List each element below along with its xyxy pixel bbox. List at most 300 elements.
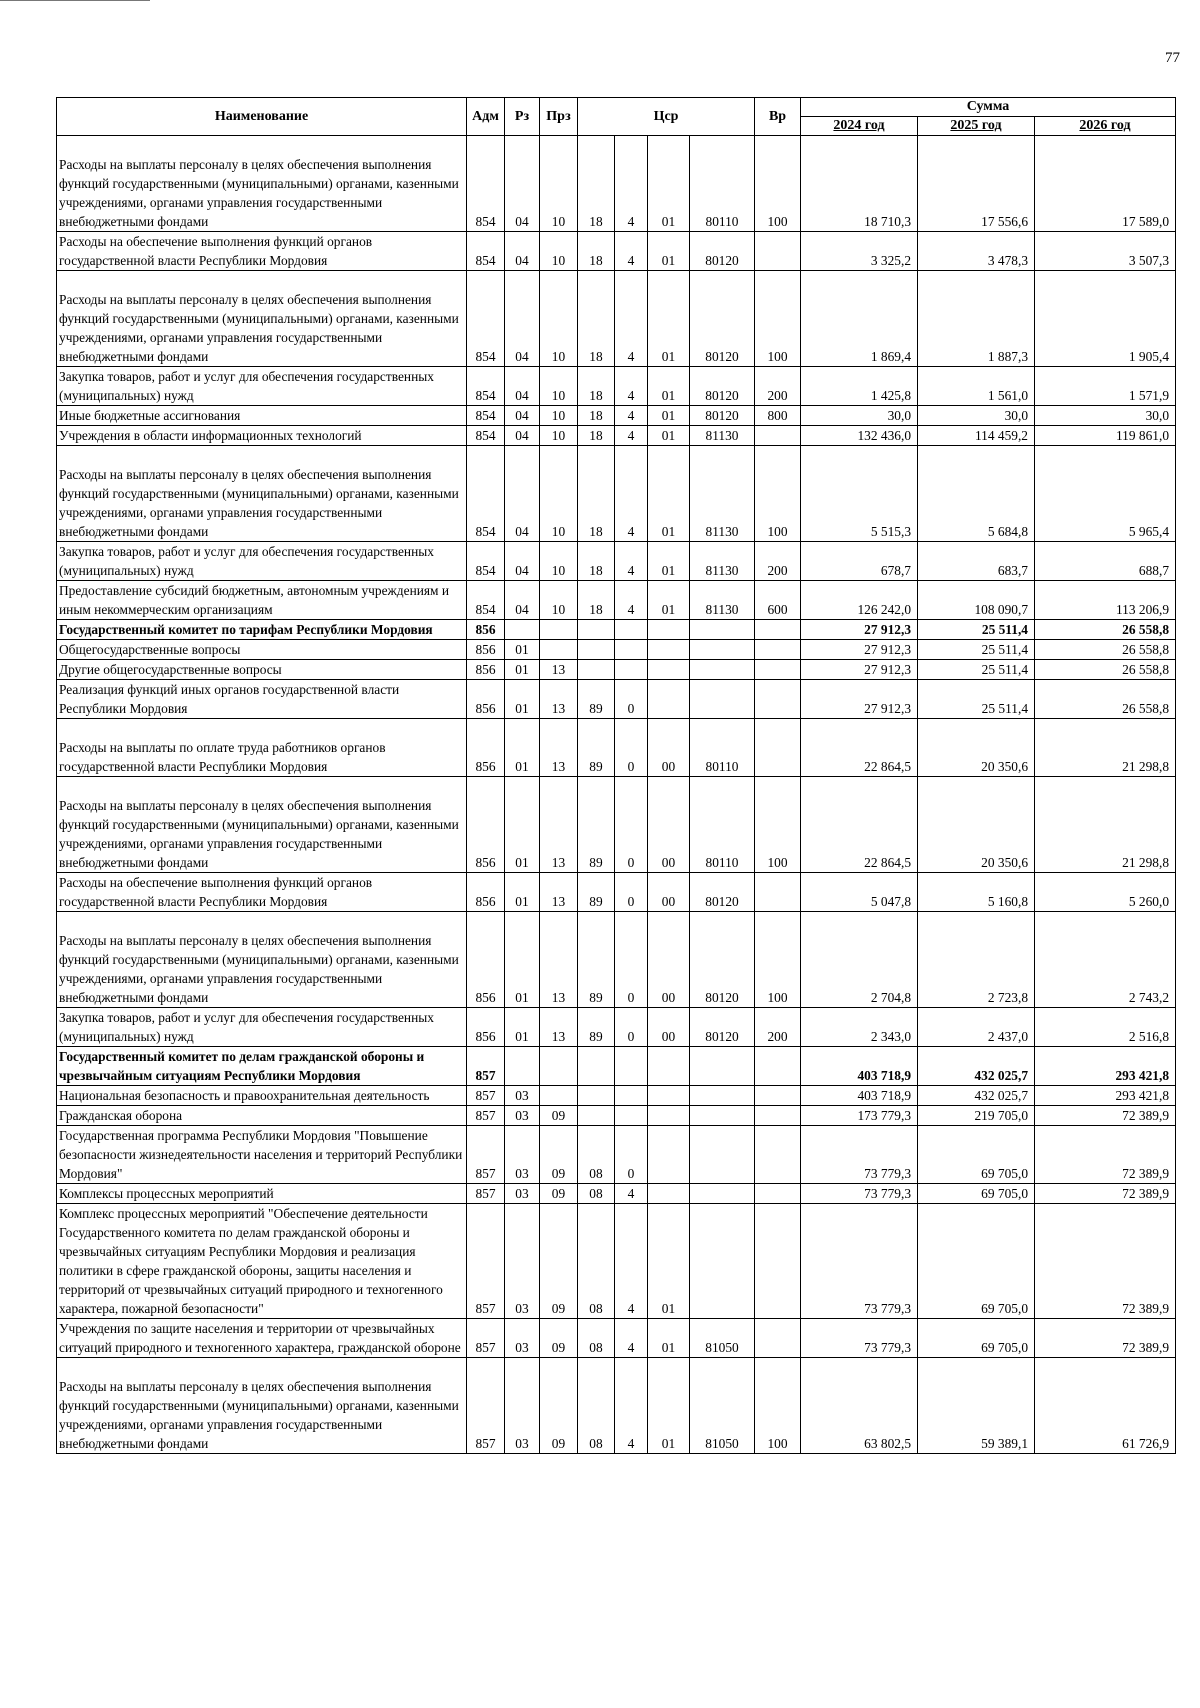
row-label: Расходы на выплаты персоналу в целях обеспечения выполнения функций государственными (муниципальными) органами, казенными учреждениями, органами управления государственными внебюджетными фондами xyxy=(59,1379,459,1451)
cell-sum-2025: 219 705,0 xyxy=(918,1106,1035,1126)
cell-prz: 10 xyxy=(540,426,578,446)
cell-prz: 09 xyxy=(540,1319,578,1358)
cell-csr-item xyxy=(648,1047,690,1086)
cell-prz: 13 xyxy=(540,912,578,1008)
cell-csr-direction xyxy=(690,660,755,680)
row-spacer xyxy=(59,777,463,796)
cell-sum-2024: 30,0 xyxy=(801,406,918,426)
cell-csr-direction xyxy=(690,1106,755,1126)
cell-adm: 854 xyxy=(467,542,505,581)
cell-rz: 01 xyxy=(505,912,540,1008)
cell-csr-type xyxy=(615,1106,648,1126)
cell-sum-2026: 26 558,8 xyxy=(1035,620,1176,640)
cell-rz: 03 xyxy=(505,1319,540,1358)
cell-sum-2026: 3 507,3 xyxy=(1035,232,1176,271)
cell-vr: 100 xyxy=(755,912,801,1008)
cell-name: Расходы на обеспечение выполнения функций органов государственной власти Республики Мордовия xyxy=(57,232,467,271)
cell-csr-type: 4 xyxy=(615,426,648,446)
cell-csr-program: 89 xyxy=(578,719,615,777)
cell-csr-type: 4 xyxy=(615,232,648,271)
cell-vr xyxy=(755,1106,801,1126)
cell-rz xyxy=(505,620,540,640)
cell-sum-2026: 72 389,9 xyxy=(1035,1319,1176,1358)
cell-csr-direction: 80120 xyxy=(690,873,755,912)
cell-sum-2024: 5 515,3 xyxy=(801,446,918,542)
cell-sum-2026: 1 571,9 xyxy=(1035,367,1176,406)
cell-sum-2024: 22 864,5 xyxy=(801,777,918,873)
cell-rz: 04 xyxy=(505,446,540,542)
cell-adm: 857 xyxy=(467,1319,505,1358)
cell-name: Учреждения по защите населения и территории от чрезвычайных ситуаций природного и техногенного характера, гражданской обороне xyxy=(57,1319,467,1358)
cell-csr-direction xyxy=(690,1204,755,1319)
cell-vr xyxy=(755,640,801,660)
cell-sum-2024: 73 779,3 xyxy=(801,1319,918,1358)
cell-sum-2024: 2 704,8 xyxy=(801,912,918,1008)
table-row xyxy=(57,1204,1176,1319)
cell-csr-direction: 80120 xyxy=(690,367,755,406)
row-label: Расходы на выплаты персоналу в целях обеспечения выполнения функций государственными (муниципальными) органами, казенными учреждениями, органами управления государственными внебюджетными фондами xyxy=(59,157,459,229)
cell-csr-item xyxy=(648,660,690,680)
cell-sum-2024: 678,7 xyxy=(801,542,918,581)
cell-adm: 854 xyxy=(467,232,505,271)
cell-adm: 854 xyxy=(467,271,505,367)
cell-name: Национальная безопасность и правоохранительная деятельность xyxy=(57,1086,467,1106)
scan-edge-mark xyxy=(0,0,150,1)
cell-csr-program: 08 xyxy=(578,1358,615,1454)
cell-vr xyxy=(755,1126,801,1184)
cell-sum-2025: 25 511,4 xyxy=(918,660,1035,680)
cell-csr-item: 01 xyxy=(648,136,690,232)
cell-csr-item: 00 xyxy=(648,777,690,873)
table-row xyxy=(57,620,1176,640)
cell-rz: 04 xyxy=(505,136,540,232)
cell-csr-type: 0 xyxy=(615,777,648,873)
cell-vr xyxy=(755,232,801,271)
cell-csr-item: 01 xyxy=(648,367,690,406)
cell-rz: 03 xyxy=(505,1086,540,1106)
cell-sum-2026: 119 861,0 xyxy=(1035,426,1176,446)
cell-sum-2026: 72 389,9 xyxy=(1035,1204,1176,1319)
cell-sum-2025: 69 705,0 xyxy=(918,1319,1035,1358)
cell-prz: 13 xyxy=(540,1008,578,1047)
cell-vr xyxy=(755,1047,801,1086)
cell-csr-item: 01 xyxy=(648,232,690,271)
page-number: 77 xyxy=(1165,50,1180,66)
cell-csr-program: 08 xyxy=(578,1184,615,1204)
cell-csr-item: 00 xyxy=(648,912,690,1008)
cell-sum-2025: 683,7 xyxy=(918,542,1035,581)
cell-name xyxy=(57,777,467,873)
row-label: Расходы на выплаты персоналу в целях обеспечения выполнения функций государственными (муниципальными) органами, казенными учреждениями, органами управления государственными внебюджетными фондами xyxy=(59,467,459,539)
cell-csr-direction: 81130 xyxy=(690,446,755,542)
cell-name xyxy=(57,271,467,367)
cell-csr-direction: 81130 xyxy=(690,542,755,581)
cell-adm: 857 xyxy=(467,1184,505,1204)
cell-csr-item: 01 xyxy=(648,1358,690,1454)
cell-vr: 100 xyxy=(755,1358,801,1454)
cell-rz: 04 xyxy=(505,542,540,581)
cell-name: Государственный комитет по делам гражданской обороны и чрезвычайным ситуациям Республики Мордовия xyxy=(57,1047,467,1086)
cell-csr-item: 00 xyxy=(648,719,690,777)
cell-name: Предоставление субсидий бюджетным, автономным учреждениям и иным некоммерческим организациям xyxy=(57,581,467,620)
cell-sum-2026: 293 421,8 xyxy=(1035,1047,1176,1086)
cell-prz xyxy=(540,1047,578,1086)
cell-adm: 856 xyxy=(467,777,505,873)
cell-csr-item xyxy=(648,1106,690,1126)
table-row xyxy=(57,542,1176,581)
cell-csr-program: 18 xyxy=(578,367,615,406)
cell-adm: 856 xyxy=(467,1008,505,1047)
cell-csr-direction: 81130 xyxy=(690,581,755,620)
cell-adm: 856 xyxy=(467,640,505,660)
cell-vr xyxy=(755,426,801,446)
cell-prz: 10 xyxy=(540,136,578,232)
cell-sum-2026: 72 389,9 xyxy=(1035,1126,1176,1184)
cell-name: Общегосударственные вопросы xyxy=(57,640,467,660)
cell-prz: 13 xyxy=(540,680,578,719)
cell-vr xyxy=(755,873,801,912)
cell-csr-type: 0 xyxy=(615,1008,648,1047)
table-row xyxy=(57,446,1176,542)
cell-csr-program: 18 xyxy=(578,542,615,581)
cell-csr-program: 08 xyxy=(578,1126,615,1184)
cell-sum-2025: 114 459,2 xyxy=(918,426,1035,446)
cell-rz: 01 xyxy=(505,640,540,660)
cell-csr-program: 89 xyxy=(578,873,615,912)
cell-csr-program xyxy=(578,620,615,640)
cell-vr xyxy=(755,719,801,777)
cell-adm: 854 xyxy=(467,367,505,406)
cell-adm: 856 xyxy=(467,912,505,1008)
row-spacer xyxy=(59,1358,463,1377)
cell-rz: 04 xyxy=(505,232,540,271)
table-row xyxy=(57,1086,1176,1106)
cell-sum-2024: 27 912,3 xyxy=(801,680,918,719)
cell-csr-type: 0 xyxy=(615,719,648,777)
cell-sum-2025: 5 684,8 xyxy=(918,446,1035,542)
cell-prz xyxy=(540,1086,578,1106)
cell-csr-item: 01 xyxy=(648,1319,690,1358)
cell-sum-2026: 26 558,8 xyxy=(1035,660,1176,680)
cell-sum-2026: 26 558,8 xyxy=(1035,640,1176,660)
header-2025: 2025 год xyxy=(918,117,1035,136)
table-row xyxy=(57,1047,1176,1086)
cell-sum-2025: 432 025,7 xyxy=(918,1047,1035,1086)
cell-csr-program: 18 xyxy=(578,446,615,542)
cell-sum-2025: 69 705,0 xyxy=(918,1126,1035,1184)
table-header xyxy=(57,98,1176,136)
cell-csr-item xyxy=(648,620,690,640)
cell-vr xyxy=(755,620,801,640)
cell-adm: 857 xyxy=(467,1106,505,1126)
cell-sum-2026: 688,7 xyxy=(1035,542,1176,581)
cell-csr-item xyxy=(648,640,690,660)
cell-name xyxy=(57,136,467,232)
cell-csr-direction xyxy=(690,1086,755,1106)
cell-sum-2026: 2 516,8 xyxy=(1035,1008,1176,1047)
cell-csr-direction xyxy=(690,680,755,719)
cell-sum-2024: 27 912,3 xyxy=(801,660,918,680)
cell-csr-type: 4 xyxy=(615,1358,648,1454)
cell-csr-program: 18 xyxy=(578,581,615,620)
cell-csr-type: 4 xyxy=(615,1184,648,1204)
cell-sum-2025: 17 556,6 xyxy=(918,136,1035,232)
cell-sum-2026: 21 298,8 xyxy=(1035,719,1176,777)
cell-sum-2025: 25 511,4 xyxy=(918,620,1035,640)
cell-sum-2026: 72 389,9 xyxy=(1035,1106,1176,1126)
cell-csr-direction xyxy=(690,620,755,640)
cell-rz: 01 xyxy=(505,719,540,777)
cell-sum-2024: 18 710,3 xyxy=(801,136,918,232)
cell-adm: 856 xyxy=(467,660,505,680)
table-row xyxy=(57,1106,1176,1126)
cell-rz: 03 xyxy=(505,1204,540,1319)
cell-sum-2025: 69 705,0 xyxy=(918,1204,1035,1319)
cell-csr-type: 4 xyxy=(615,581,648,620)
cell-sum-2026: 72 389,9 xyxy=(1035,1184,1176,1204)
cell-prz: 10 xyxy=(540,446,578,542)
cell-sum-2025: 108 090,7 xyxy=(918,581,1035,620)
cell-sum-2024: 2 343,0 xyxy=(801,1008,918,1047)
cell-csr-item: 01 xyxy=(648,1204,690,1319)
cell-adm: 856 xyxy=(467,620,505,640)
cell-adm: 856 xyxy=(467,680,505,719)
cell-sum-2024: 63 802,5 xyxy=(801,1358,918,1454)
cell-csr-type: 4 xyxy=(615,1204,648,1319)
cell-vr xyxy=(755,1319,801,1358)
table-row xyxy=(57,367,1176,406)
cell-csr-direction: 80110 xyxy=(690,136,755,232)
cell-sum-2025: 432 025,7 xyxy=(918,1086,1035,1106)
cell-name: Иные бюджетные ассигнования xyxy=(57,406,467,426)
cell-prz: 09 xyxy=(540,1358,578,1454)
cell-sum-2025: 69 705,0 xyxy=(918,1184,1035,1204)
cell-csr-direction: 80110 xyxy=(690,719,755,777)
cell-sum-2024: 5 047,8 xyxy=(801,873,918,912)
cell-vr: 200 xyxy=(755,1008,801,1047)
cell-adm: 854 xyxy=(467,426,505,446)
cell-sum-2025: 2 723,8 xyxy=(918,912,1035,1008)
cell-csr-direction xyxy=(690,1184,755,1204)
cell-adm: 856 xyxy=(467,719,505,777)
cell-csr-program: 18 xyxy=(578,271,615,367)
cell-vr: 600 xyxy=(755,581,801,620)
cell-name: Закупка товаров, работ и услуг для обеспечения государственных (муниципальных) нужд xyxy=(57,367,467,406)
cell-csr-type: 4 xyxy=(615,446,648,542)
cell-prz: 09 xyxy=(540,1184,578,1204)
table-row xyxy=(57,1126,1176,1184)
cell-sum-2025: 5 160,8 xyxy=(918,873,1035,912)
cell-csr-item: 01 xyxy=(648,406,690,426)
cell-name: Другие общегосударственные вопросы xyxy=(57,660,467,680)
cell-prz: 13 xyxy=(540,660,578,680)
cell-adm: 854 xyxy=(467,136,505,232)
cell-prz: 09 xyxy=(540,1126,578,1184)
cell-csr-item: 01 xyxy=(648,271,690,367)
table-row xyxy=(57,136,1176,232)
cell-rz: 01 xyxy=(505,1008,540,1047)
cell-csr-type: 4 xyxy=(615,406,648,426)
cell-name: Государственная программа Республики Мордовия "Повышение безопасности жизнедеятельности населения и территорий Республики Мордовия" xyxy=(57,1126,467,1184)
table-row xyxy=(57,873,1176,912)
cell-csr-item xyxy=(648,680,690,719)
cell-csr-type xyxy=(615,640,648,660)
table-row xyxy=(57,232,1176,271)
cell-adm: 854 xyxy=(467,581,505,620)
cell-csr-program: 18 xyxy=(578,426,615,446)
header-csr: Цср xyxy=(578,98,755,136)
cell-prz: 10 xyxy=(540,271,578,367)
table-row xyxy=(57,719,1176,777)
cell-sum-2024: 1 425,8 xyxy=(801,367,918,406)
cell-name xyxy=(57,912,467,1008)
cell-csr-type: 0 xyxy=(615,1126,648,1184)
cell-sum-2026: 2 743,2 xyxy=(1035,912,1176,1008)
cell-sum-2024: 403 718,9 xyxy=(801,1047,918,1086)
cell-csr-program: 89 xyxy=(578,777,615,873)
cell-csr-type: 0 xyxy=(615,912,648,1008)
cell-sum-2025: 1 561,0 xyxy=(918,367,1035,406)
table-body xyxy=(57,136,1176,1454)
cell-vr: 100 xyxy=(755,446,801,542)
cell-sum-2026: 113 206,9 xyxy=(1035,581,1176,620)
cell-name: Закупка товаров, работ и услуг для обеспечения государственных (муниципальных) нужд xyxy=(57,1008,467,1047)
cell-prz: 09 xyxy=(540,1204,578,1319)
cell-rz: 03 xyxy=(505,1184,540,1204)
cell-csr-program xyxy=(578,1106,615,1126)
cell-sum-2025: 20 350,6 xyxy=(918,777,1035,873)
table-row xyxy=(57,660,1176,680)
cell-csr-direction xyxy=(690,640,755,660)
table-row xyxy=(57,406,1176,426)
cell-csr-type xyxy=(615,620,648,640)
cell-rz: 04 xyxy=(505,367,540,406)
cell-csr-item xyxy=(648,1086,690,1106)
row-spacer xyxy=(59,446,463,465)
cell-sum-2026: 21 298,8 xyxy=(1035,777,1176,873)
cell-sum-2025: 25 511,4 xyxy=(918,680,1035,719)
cell-csr-direction: 80110 xyxy=(690,777,755,873)
cell-csr-item xyxy=(648,1126,690,1184)
cell-rz: 01 xyxy=(505,680,540,719)
cell-adm: 857 xyxy=(467,1204,505,1319)
cell-csr-item: 01 xyxy=(648,581,690,620)
cell-csr-program: 89 xyxy=(578,912,615,1008)
cell-vr: 800 xyxy=(755,406,801,426)
cell-vr xyxy=(755,680,801,719)
cell-sum-2024: 73 779,3 xyxy=(801,1204,918,1319)
cell-rz: 04 xyxy=(505,271,540,367)
cell-csr-direction: 81050 xyxy=(690,1319,755,1358)
cell-csr-program: 08 xyxy=(578,1204,615,1319)
row-label: Расходы на выплаты персоналу в целях обеспечения выполнения функций государственными (муниципальными) органами, казенными учреждениями, органами управления государственными внебюджетными фондами xyxy=(59,798,459,870)
cell-name: Комплексы процессных мероприятий xyxy=(57,1184,467,1204)
cell-sum-2026: 17 589,0 xyxy=(1035,136,1176,232)
header-name: Наименование xyxy=(57,98,467,136)
cell-name: Комплекс процессных мероприятий "Обеспечение деятельности Государственного комитета по делам гражданской обороны и чрезвычайных ситуациям Республики Мордовия и реализация политики в сфере гражданской обороны, защиты населения и территорий от чрезвычайных ситуаций природного и техногенного характера, пожарной безопасности" xyxy=(57,1204,467,1319)
cell-sum-2024: 27 912,3 xyxy=(801,640,918,660)
cell-csr-item: 01 xyxy=(648,542,690,581)
cell-csr-direction: 80120 xyxy=(690,912,755,1008)
cell-rz: 01 xyxy=(505,660,540,680)
cell-csr-direction xyxy=(690,1047,755,1086)
cell-csr-program xyxy=(578,660,615,680)
cell-csr-program xyxy=(578,640,615,660)
header-rz: Рз xyxy=(505,98,540,136)
cell-csr-program xyxy=(578,1047,615,1086)
cell-sum-2026: 26 558,8 xyxy=(1035,680,1176,719)
table-row xyxy=(57,426,1176,446)
cell-sum-2024: 22 864,5 xyxy=(801,719,918,777)
cell-sum-2026: 61 726,9 xyxy=(1035,1358,1176,1454)
cell-csr-type: 4 xyxy=(615,1319,648,1358)
cell-csr-type: 4 xyxy=(615,367,648,406)
cell-adm: 856 xyxy=(467,873,505,912)
cell-vr: 100 xyxy=(755,136,801,232)
cell-prz: 10 xyxy=(540,232,578,271)
cell-adm: 857 xyxy=(467,1086,505,1106)
cell-vr: 200 xyxy=(755,367,801,406)
header-sum: Сумма xyxy=(801,98,1176,117)
cell-csr-type: 4 xyxy=(615,136,648,232)
cell-sum-2024: 1 869,4 xyxy=(801,271,918,367)
cell-name: Учреждения в области информационных технологий xyxy=(57,426,467,446)
cell-csr-program: 18 xyxy=(578,232,615,271)
cell-name xyxy=(57,446,467,542)
cell-rz: 01 xyxy=(505,873,540,912)
cell-name xyxy=(57,719,467,777)
cell-rz xyxy=(505,1047,540,1086)
cell-vr: 200 xyxy=(755,542,801,581)
row-label: Расходы на выплаты по оплате труда работников органов государственной власти Республики Мордовия xyxy=(59,740,386,774)
cell-prz xyxy=(540,620,578,640)
cell-rz: 03 xyxy=(505,1106,540,1126)
cell-csr-item: 00 xyxy=(648,1008,690,1047)
table-row xyxy=(57,271,1176,367)
cell-name xyxy=(57,1358,467,1454)
cell-csr-direction: 80120 xyxy=(690,406,755,426)
cell-sum-2026: 1 905,4 xyxy=(1035,271,1176,367)
cell-prz: 10 xyxy=(540,581,578,620)
cell-name: Государственный комитет по тарифам Республики Мордовия xyxy=(57,620,467,640)
table-row xyxy=(57,581,1176,620)
cell-sum-2024: 3 325,2 xyxy=(801,232,918,271)
cell-adm: 854 xyxy=(467,446,505,542)
cell-sum-2024: 173 779,3 xyxy=(801,1106,918,1126)
cell-prz: 10 xyxy=(540,542,578,581)
cell-sum-2026: 5 260,0 xyxy=(1035,873,1176,912)
cell-rz: 03 xyxy=(505,1126,540,1184)
row-label: Расходы на выплаты персоналу в целях обеспечения выполнения функций государственными (муниципальными) органами, казенными учреждениями, органами управления государственными внебюджетными фондами xyxy=(59,933,459,1005)
cell-sum-2026: 30,0 xyxy=(1035,406,1176,426)
cell-rz: 04 xyxy=(505,426,540,446)
header-prz: Прз xyxy=(540,98,578,136)
header-2024: 2024 год xyxy=(801,117,918,136)
cell-rz: 04 xyxy=(505,406,540,426)
row-label: Расходы на выплаты персоналу в целях обеспечения выполнения функций государственными (муниципальными) органами, казенными учреждениями, органами управления государственными внебюджетными фондами xyxy=(59,292,459,364)
table-row xyxy=(57,1358,1176,1454)
table-row xyxy=(57,1008,1176,1047)
cell-csr-type: 4 xyxy=(615,542,648,581)
cell-sum-2025: 3 478,3 xyxy=(918,232,1035,271)
cell-csr-item: 01 xyxy=(648,426,690,446)
cell-sum-2024: 73 779,3 xyxy=(801,1126,918,1184)
cell-csr-program xyxy=(578,1086,615,1106)
cell-sum-2024: 73 779,3 xyxy=(801,1184,918,1204)
cell-sum-2025: 20 350,6 xyxy=(918,719,1035,777)
cell-prz xyxy=(540,640,578,660)
row-spacer xyxy=(59,912,463,931)
